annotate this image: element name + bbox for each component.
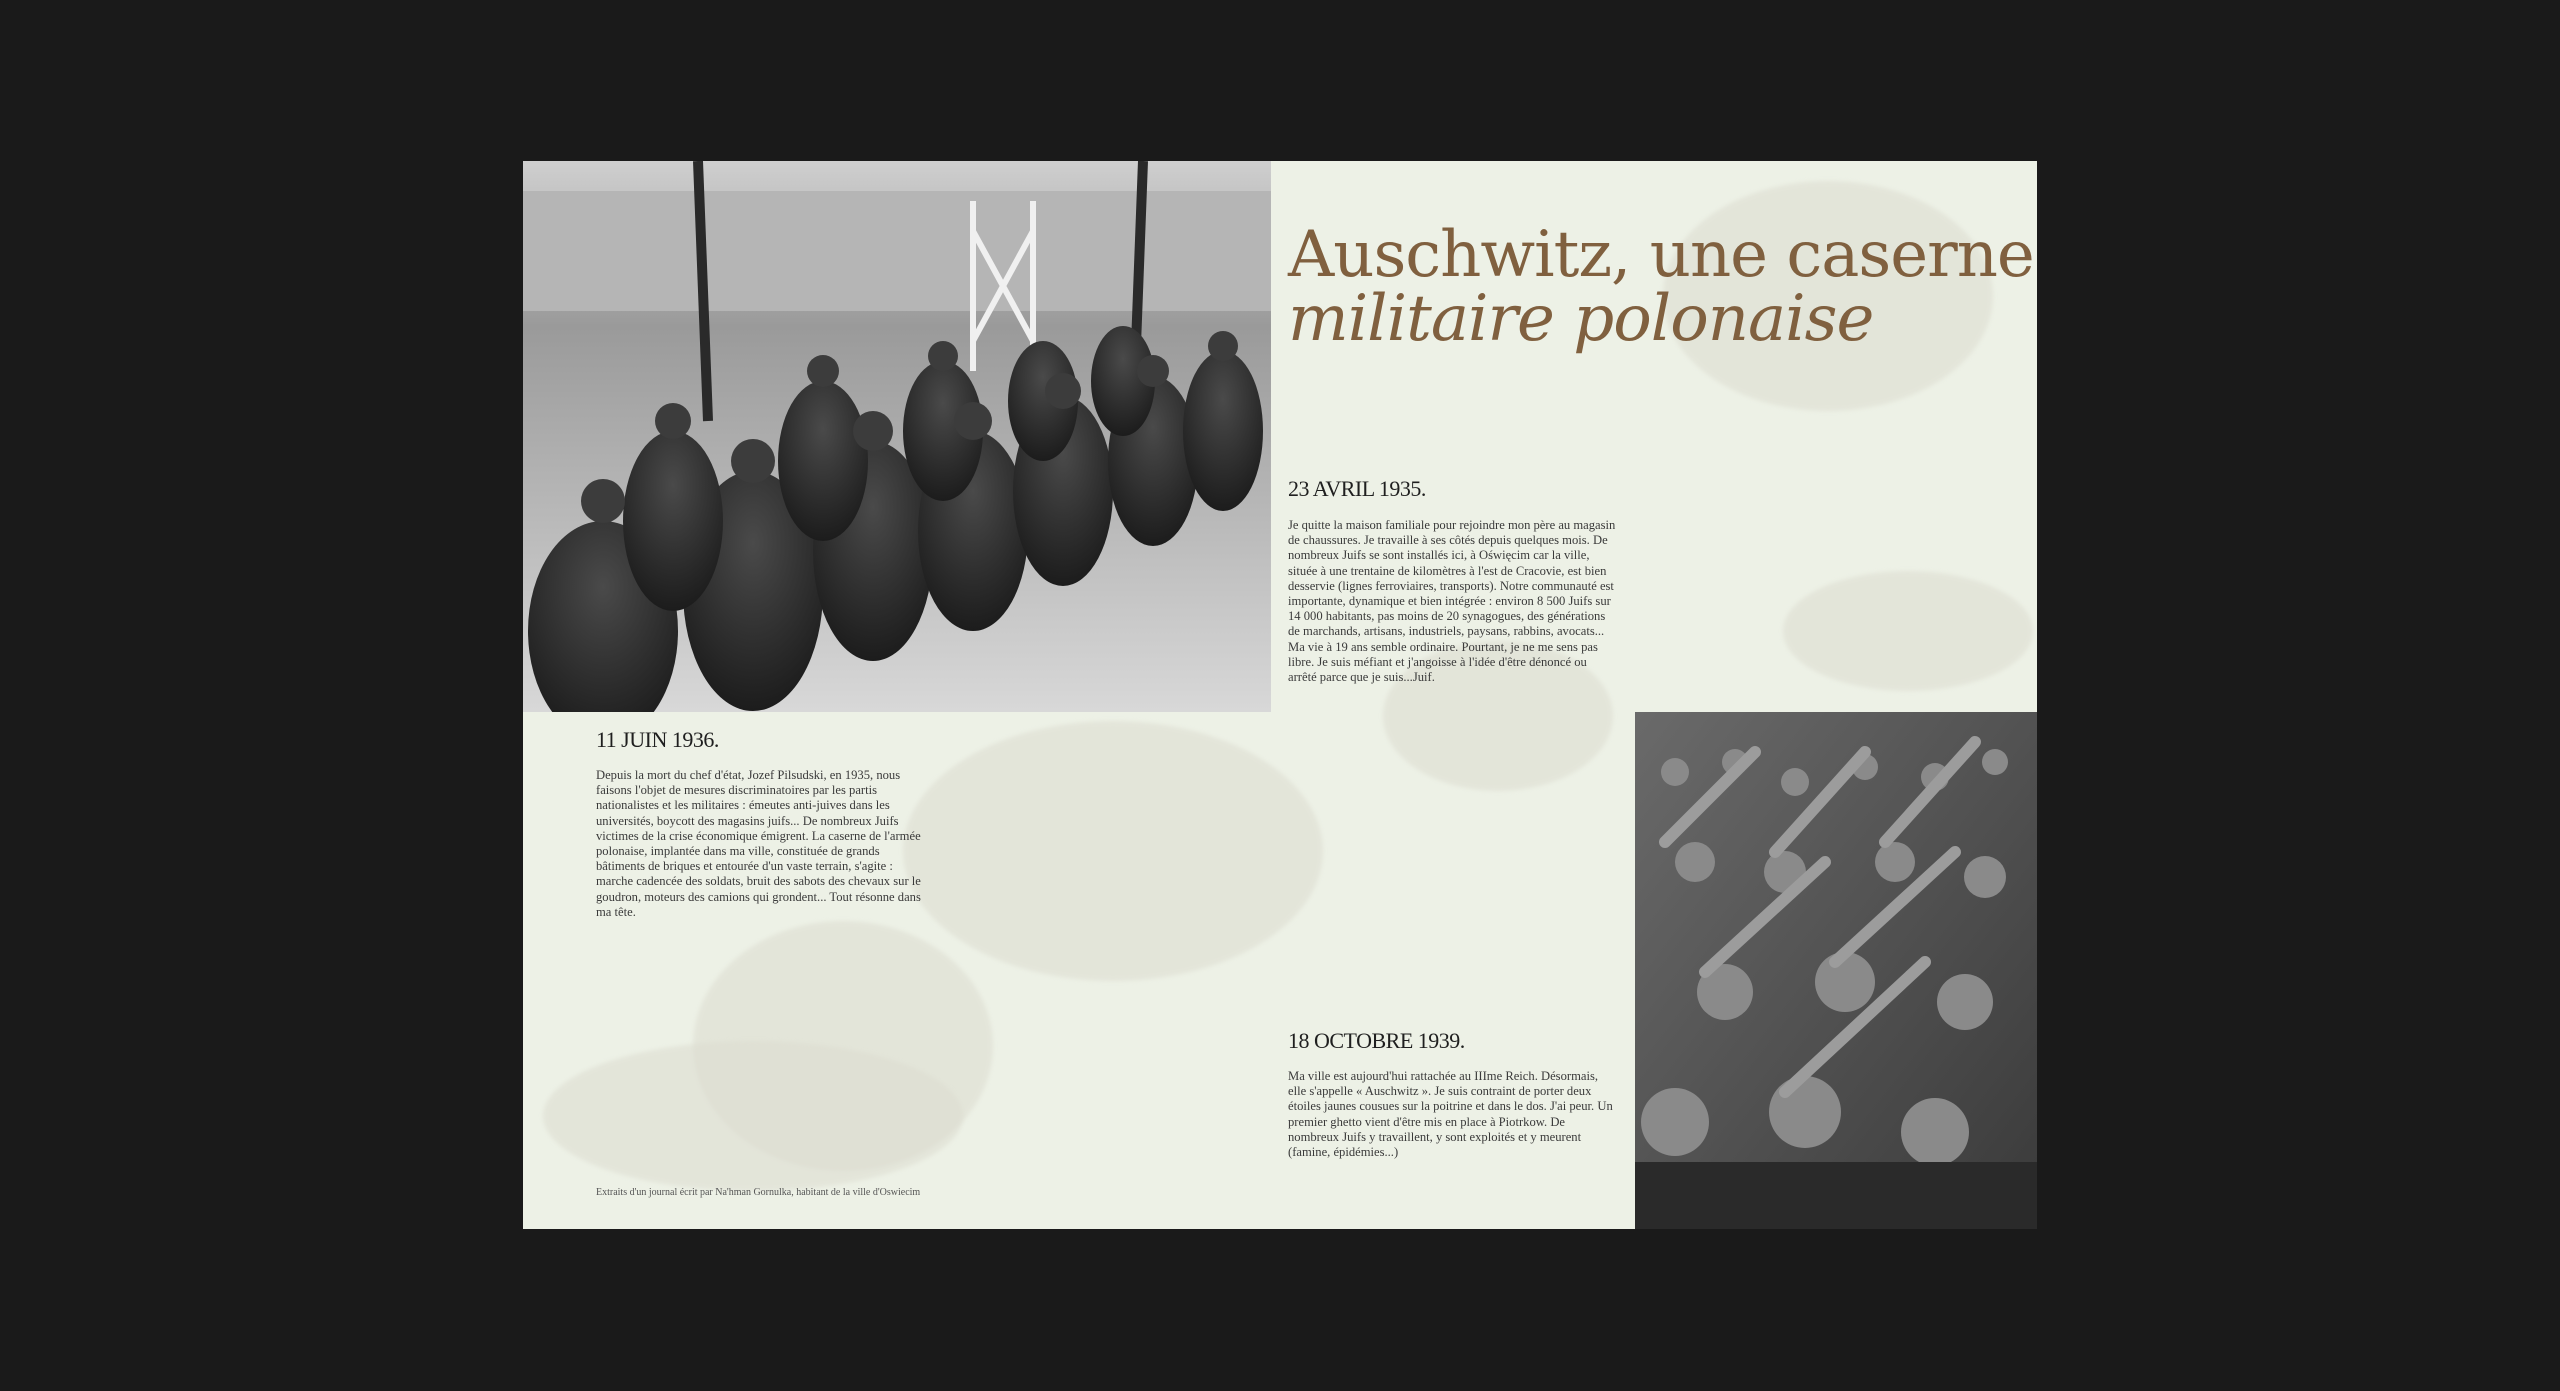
entry-text: Ma ville est aujourd'hui rattachée au IIIme Reich. Désormais, elle s'appelle « Auschwitz ». Je suis contraint de porter deux étoiles jaunes cousues sur la poitrine et dans le dos. J'ai peur. Un premier ghetto vient d'être mis en place à Piotrkow. De nombreux Juifs y travaillent, y sont exploités et y meurent (famine, épidémies...): [1288, 1069, 1613, 1160]
source-caption: Extraits d'un journal écrit par Na'hman Gornulka, habitant de la ville d'Oswiecim: [596, 1187, 921, 1198]
page-title: [1288, 218, 2034, 356]
entry-date: 18 OCTOBRE 1939.: [1288, 1028, 1465, 1053]
entry-text: Depuis la mort du chef d'état, Jozef Pilsudski, en 1935, nous faisons l'objet de mesures discriminatoires par les partis nationalistes et les militaires : émeutes anti-juives dans les universités, boycott des magasins juifs... De nombreux Juifs victimes de la crise économique émigrent. La caserne de l'armée polonaise, implantée dans ma ville, constituée de grands bâtiments de briques et entourée d'un vaste terrain, s'agite : marche cadencée des soldats, bruit des sabots des chevaux sur le goudron, moteurs des camions qui grondent... Tout résonne dans ma tête.: [596, 768, 921, 919]
entry-text: Je quitte la maison familiale pour rejoindre mon père au magasin de chaussures. Je travaille à ses côtés depuis quelques mois. De nombreux Juifs se sont installés ici, à Oświęcim car la ville, située à une trentaine de kilomètres à l'est de Cracovie, est bien desservie (lignes ferroviaires, transports). Notre communauté est importante, dynamique et bien intégrée : environ 8 500 Juifs sur 14 000 habitants, pas moins de 20 synagogues, des générations de marchands, artisans, industriels, paysans, rabbins, avocats... Ma vie à 19 ans semble ordinaire. Pourtant, je ne me sens pas libre. Je suis méfiant et j'angoisse à l'idée d'être dénoncé ou arrêté parce que je suis...Juif.: [1288, 518, 1616, 685]
texture-stain: [543, 1041, 963, 1191]
texture-stain: [903, 721, 1323, 981]
title-line-1: Auschwitz, une caserne: [1288, 218, 2034, 292]
entry-date: 23 AVRIL 1935.: [1288, 476, 1426, 501]
exhibit-page: [523, 161, 2037, 1229]
crowd-saluting-photo: [1635, 712, 2037, 1229]
entry-date: 11 JUIN 1936.: [596, 727, 719, 752]
title-line-2: militaire polonaise: [1288, 282, 1874, 356]
texture-stain: [1783, 571, 2033, 691]
soldiers-marching-photo: [523, 161, 1271, 712]
